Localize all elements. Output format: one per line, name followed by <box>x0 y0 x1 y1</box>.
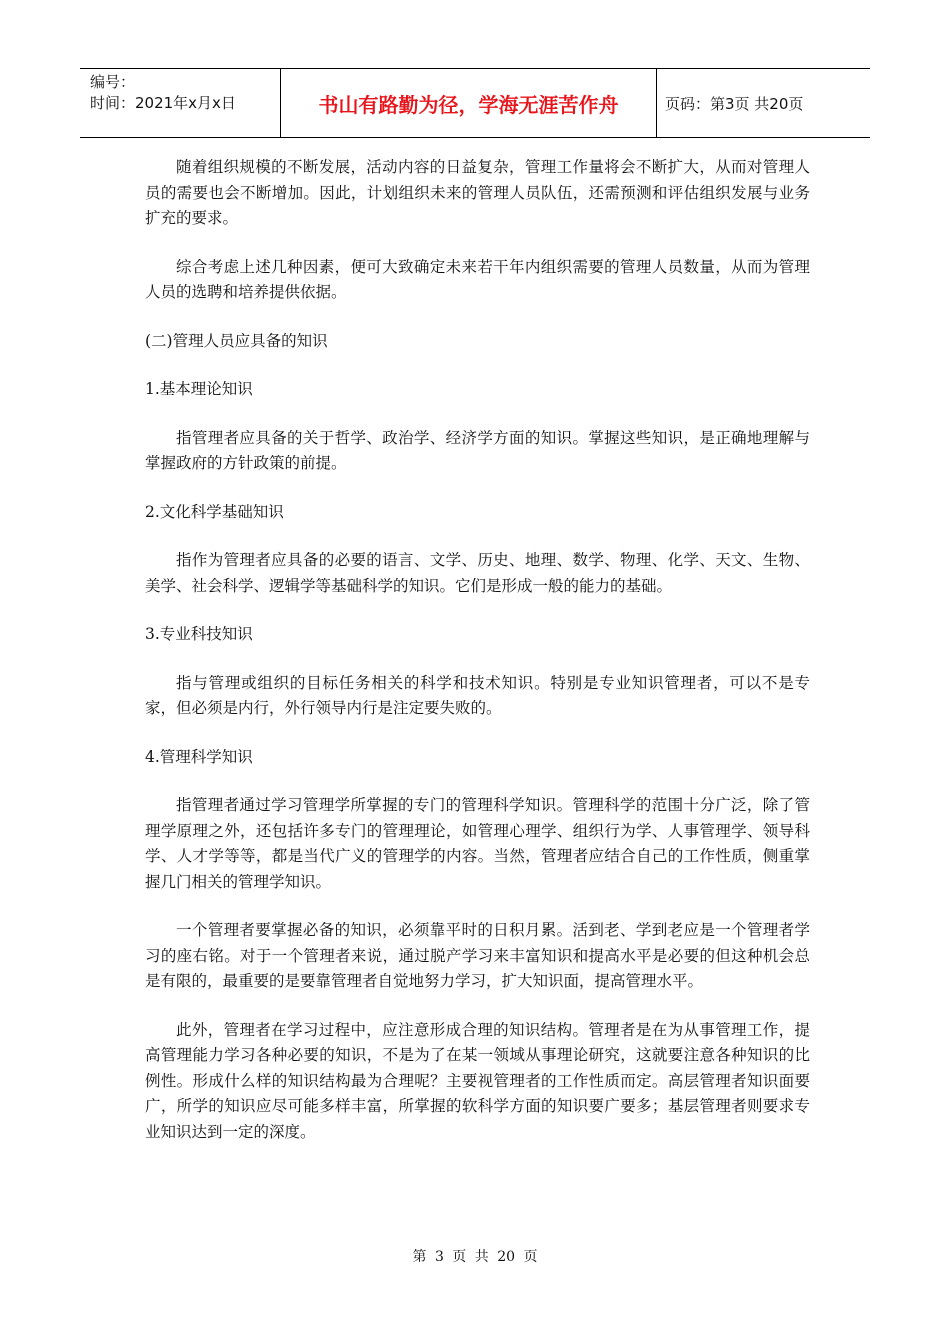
subsection-heading: 3.专业科技知识 <box>145 625 253 643</box>
body-paragraph: 综合考虑上述几种因素，便可大致确定未来若干年内组织需要的管理人员数量，从而为管理人员的选聘和培养提供依据。 <box>145 257 810 301</box>
document-number-label: 编号： <box>90 73 136 91</box>
header-meta-cell <box>80 69 281 137</box>
page-footer: 第 3 页 共 20 页 <box>412 1249 538 1265</box>
header-page-info: 页码：第3页 共20页 <box>665 94 804 113</box>
document-header <box>80 68 870 138</box>
header-motto: 书山有路勤为径，学海无涯苦作舟 <box>281 69 657 137</box>
body-paragraph: 随着组织规模的不断发展，活动内容的日益复杂，管理工作量将会不断扩大，从而对管理人员的需要也会不断增加。因此，计划组织未来的管理人员队伍，还需预测和评估组织发展与业务扩充的要求。 <box>145 158 810 227</box>
body-paragraph: 指管理者应具备的关于哲学、政治学、经济学方面的知识。掌握这些知识，是正确地理解与掌握政府的方针政策的前提。 <box>145 428 810 472</box>
body-paragraph: 指管理者通过学习管理学所掌握的专门的管理科学知识。管理科学的范围十分广泛，除了管理学原理之外，还包括许多专门的管理理论，如管理心理学、组织行为学、人事管理学、领导科学、人才学等等，都是当代广义的管理学的内容。当然，管理者应结合自己的工作性质，侧重掌握几门相关的管理学知识。 <box>145 796 810 891</box>
body-paragraph: 一个管理者要掌握必备的知识，必须靠平时的日积月累。活到老、学到老应是一个管理者学习的座右铭。对于一个管理者来说，通过脱产学习来丰富知识和提高水平是必要的但这种机会总是有限的，最重要的是要靠管理者自觉地努力学习，扩大知识面，提高管理水平。 <box>145 921 810 990</box>
subsection-heading: 4.管理科学知识 <box>145 747 253 766</box>
body-paragraph: 指与管理或组织的目标任务相关的科学和技术知识。特别是专业知识管理者，可以不是专家，但必须是内行，外行领导内行是注定要失败的。 <box>145 673 810 717</box>
body-paragraph: 此外，管理者在学习过程中，应注意形成合理的知识结构。管理者是在为从事管理工作，提高管理能力学习各种必要的知识，不是为了在某一领域从事理论研究，这就要注意各种知识的比例性。形成什么样的知识结构最为合理呢？主要视管理者的工作性质而定。高层管理者知识面要广，所学的知识应尽可能多样丰富，所掌握的软科学方面的知识要广要多；基层管理者则要求专业知识达到一定的深度。 <box>145 1020 810 1141</box>
subsection-heading: 1.基本理论知识 <box>145 380 253 398</box>
document-time-label: 时间：2021年x月x日 <box>90 94 236 112</box>
section-heading: (二)管理人员应具备的知识 <box>145 331 328 350</box>
body-paragraph: 指作为管理者应具备的必要的语言、文学、历史、地理、数学、物理、化学、天文、生物、美学、社会科学、逻辑学等基础科学的知识。它们是形成一般的能力的基础。 <box>145 551 810 595</box>
subsection-heading: 2.文化科学基础知识 <box>145 502 284 521</box>
document-body <box>145 155 810 1168</box>
